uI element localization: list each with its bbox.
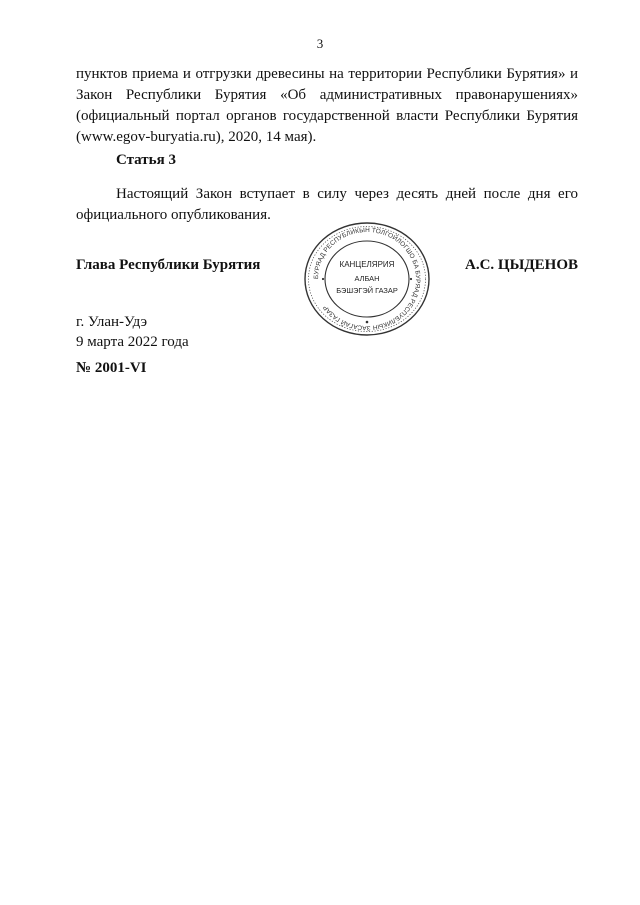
signatory-name: А.С. ЦЫДЕНОВ [465, 257, 578, 273]
article-text: Настоящий Закон вступает в силу через десять дней после дня его официального опубликования. [76, 186, 578, 223]
page-number: 3 [316, 36, 324, 51]
seal-dot-icon [366, 321, 369, 324]
law-number: № 2001-VI [76, 360, 147, 376]
continuation-paragraph: пунктов приема и отгрузки древесины на территории Республики Бурятия» и Закон Республики Бурятия «Об административных правонарушениях» (официальный портал органов государственной власти Республики Бурятия (www.egov-buryatia.ru), 2020, 14 мая). [76, 66, 578, 145]
seal-ring-text: БУРЯАД РЕСПУБЛИКЫН ТОЛГОЙЛОГШО БА БУРЯАД РЕСПУБЛИКЫН ЗАСАГАЙ ГАЗАР [312, 226, 422, 332]
seal-dot-icon [410, 278, 412, 280]
seal-line-2: АЛБАН [354, 274, 380, 283]
seal-line-3: БЭШЭГЭЙ ГАЗАР [336, 286, 398, 295]
seal-dot-icon [322, 278, 324, 280]
official-seal [303, 222, 431, 336]
date: 9 марта 2022 года [76, 334, 189, 350]
place: г. Улан-Удэ [76, 314, 148, 330]
article-heading: Статья 3 [116, 152, 176, 168]
seal-line-1: КАНЦЕЛЯРИЯ [339, 260, 395, 269]
place-date-block [76, 312, 189, 352]
signatory-title: Глава Республики Бурятия [76, 257, 261, 273]
